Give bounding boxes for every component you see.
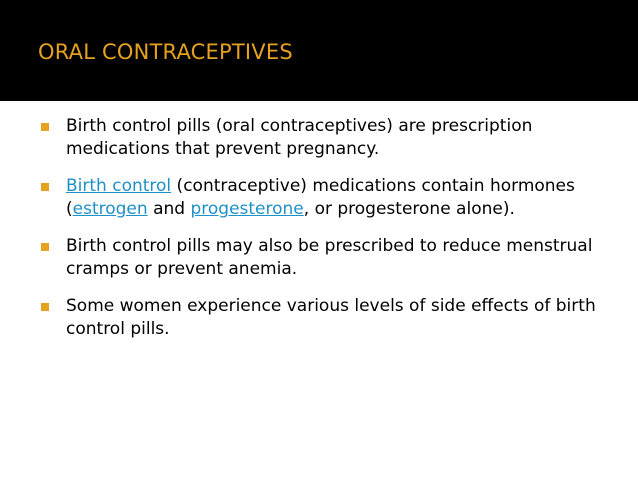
bullet-item [40, 235, 620, 281]
bullet-text: Birth control pills (oral contraceptives) are prescription medications that prevent pregnancy. [66, 116, 533, 159]
square-bullet-icon [41, 243, 49, 251]
square-bullet-icon [41, 183, 49, 191]
bullet-text: Birth control pills may also be prescribed to reduce menstrual cramps or prevent anemia. [66, 236, 593, 279]
content-panel [0, 101, 638, 479]
bullet-text: , or progesterone alone). [303, 199, 515, 219]
square-bullet-icon [41, 123, 49, 131]
bullet-text: (contraceptive) medications contain hormones ( [66, 176, 575, 219]
bullet-item [40, 175, 620, 221]
bullet-text: and [147, 199, 191, 219]
square-bullet-icon [41, 303, 49, 311]
bullet-text: Some women experience various levels of side effects of birth control pills. [66, 296, 596, 339]
bullet-item [40, 115, 620, 161]
slide-title: ORAL CONTRACEPTIVES [38, 40, 293, 64]
bullet-item [40, 295, 620, 341]
estrogen-link[interactable]: estrogen [72, 199, 148, 219]
progesterone-link[interactable]: progesterone [190, 199, 304, 219]
bullet-list [40, 115, 620, 355]
birth-control-link[interactable]: Birth control [66, 176, 172, 196]
title-bar [0, 0, 638, 101]
